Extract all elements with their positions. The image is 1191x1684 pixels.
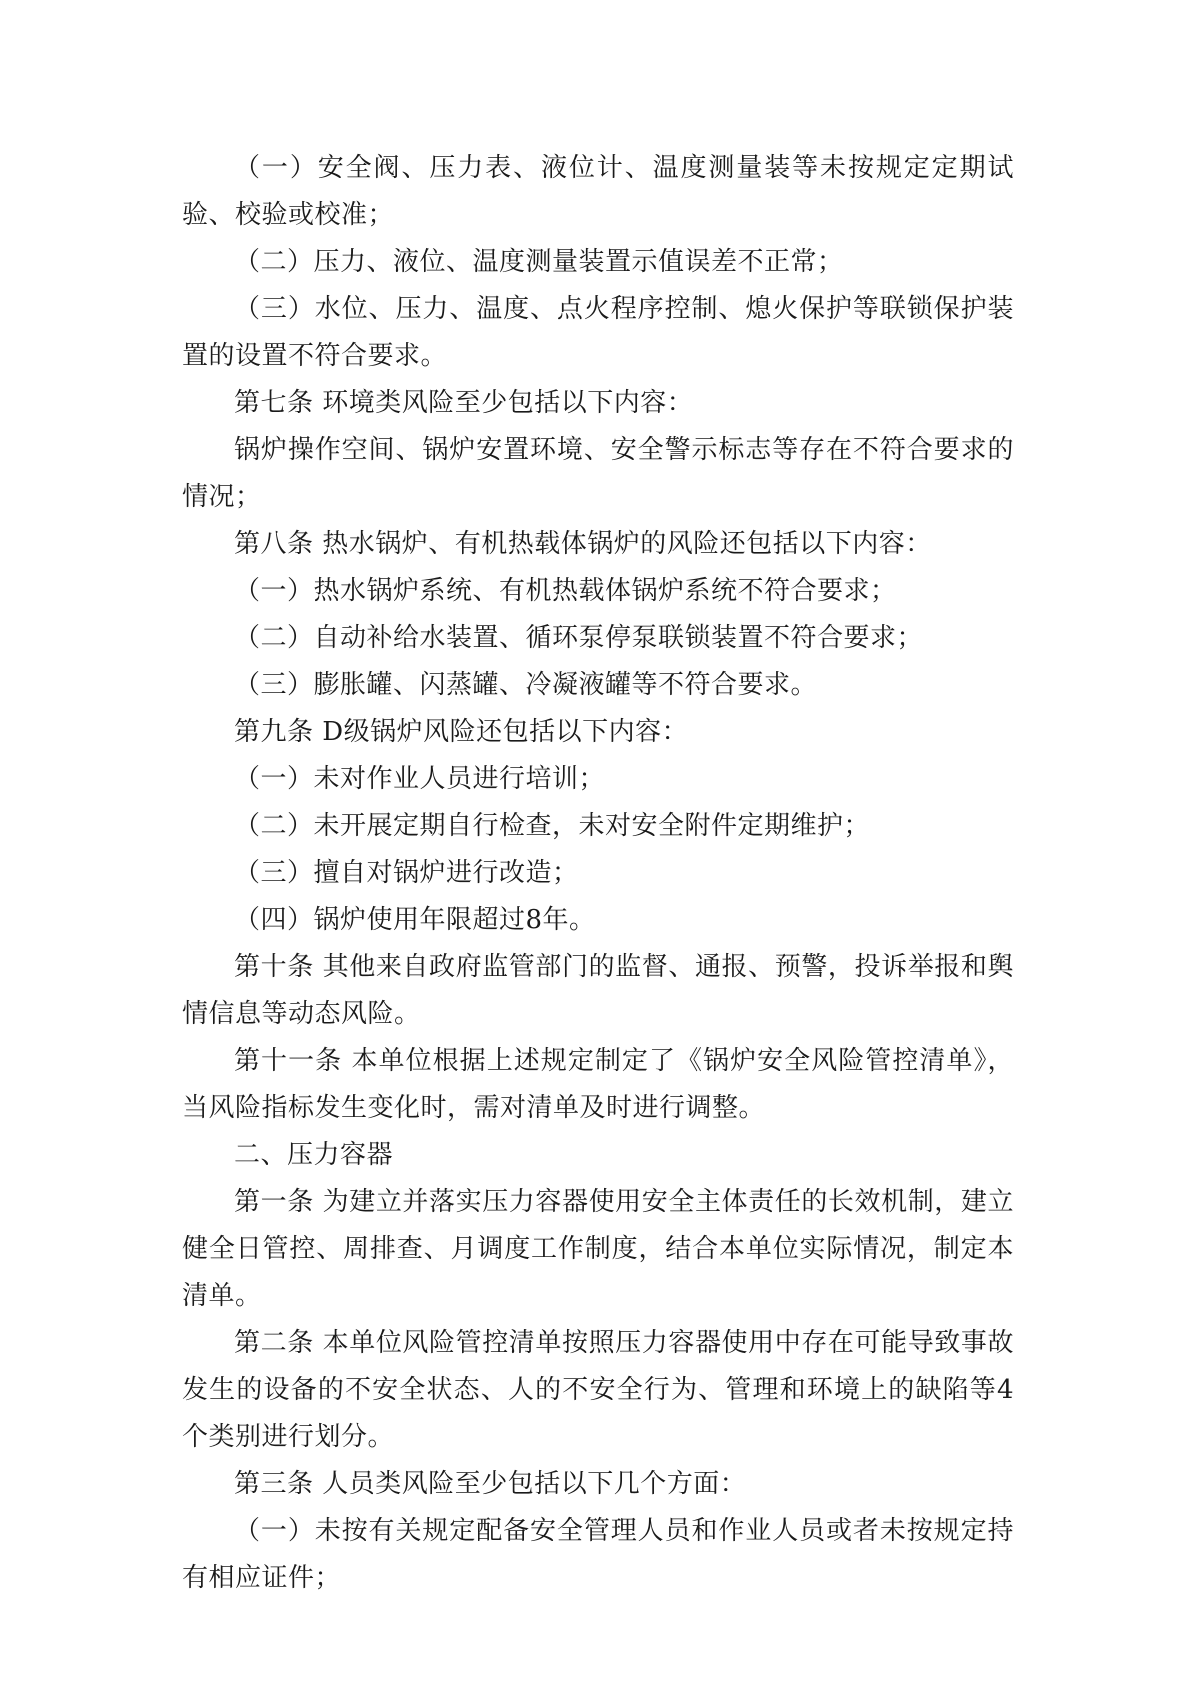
paragraph-expansion-tank: （三）膨胀罐、闪蒸罐、冷凝液罐等不符合要求。: [234, 670, 818, 700]
paragraph-measurement-error: （二）压力、液位、温度测量装置示值误差不正常；: [234, 247, 844, 277]
document-body: [182, 145, 1014, 1602]
paragraph-service-life: （四）锅炉使用年限超过8年。: [234, 905, 596, 935]
article-8-heading: 第八条 热水锅炉、有机热载体锅炉的风险还包括以下内容：: [234, 529, 932, 559]
pv-article-1-paragraph: 第一条 为建立并落实压力容器使用安全主体责任的长效机制，建立健全日管控、周排查、月调度工作制度，结合本单位实际情况，制定本清单。: [182, 1187, 1014, 1311]
paragraph-hot-water-system: （一）热水锅炉系统、有机热载体锅炉系统不符合要求；: [234, 576, 897, 606]
article-9-heading: 第九条 D级锅炉风险还包括以下内容：: [234, 717, 689, 747]
paragraph-environment-risk: 锅炉操作空间、锅炉安置环境、安全警示标志等存在不符合要求的情况；: [182, 435, 1014, 512]
paragraph-personnel-certification: （一）未按有关规定配备安全管理人员和作业人员或者未按规定持有相应证件；: [182, 1516, 1014, 1593]
paragraph-no-training: （一）未对作业人员进行培训；: [234, 764, 606, 794]
article-7-heading: 第七条 环境类风险至少包括以下内容：: [234, 388, 694, 418]
paragraph-interlock-protection: （三）水位、压力、温度、点火程序控制、熄火保护等联锁保护装置的设置不符合要求。: [182, 294, 1014, 371]
paragraph-no-inspection: （二）未开展定期自行检查，未对安全附件定期维护；: [234, 811, 871, 841]
pv-article-2-paragraph: 第二条 本单位风险管控清单按照压力容器使用中存在可能导致事故发生的设备的不安全状态、人的不安全行为、管理和环境上的缺陷等4个类别进行划分。: [182, 1328, 1014, 1452]
paragraph-safety-valve-calibration: （一）安全阀、压力表、液位计、温度测量装等未按规定定期试验、校验或校准；: [182, 153, 1014, 230]
pv-article-3-heading: 第三条 人员类风险至少包括以下几个方面：: [234, 1469, 747, 1499]
article-10-paragraph: 第十条 其他来自政府监管部门的监督、通报、预警，投诉举报和舆情信息等动态风险。: [182, 952, 1014, 1029]
article-11-paragraph: 第十一条 本单位根据上述规定制定了《锅炉安全风险管控清单》，当风险指标发生变化时，需对清单及时进行调整。: [182, 1046, 1014, 1123]
paragraph-unauthorized-modification: （三）擅自对锅炉进行改造；: [234, 858, 579, 888]
section-pressure-vessel-heading: 二、压力容器: [234, 1140, 394, 1170]
paragraph-auto-feedwater: （二）自动补给水装置、循环泵停泵联锁装置不符合要求；: [234, 623, 924, 653]
